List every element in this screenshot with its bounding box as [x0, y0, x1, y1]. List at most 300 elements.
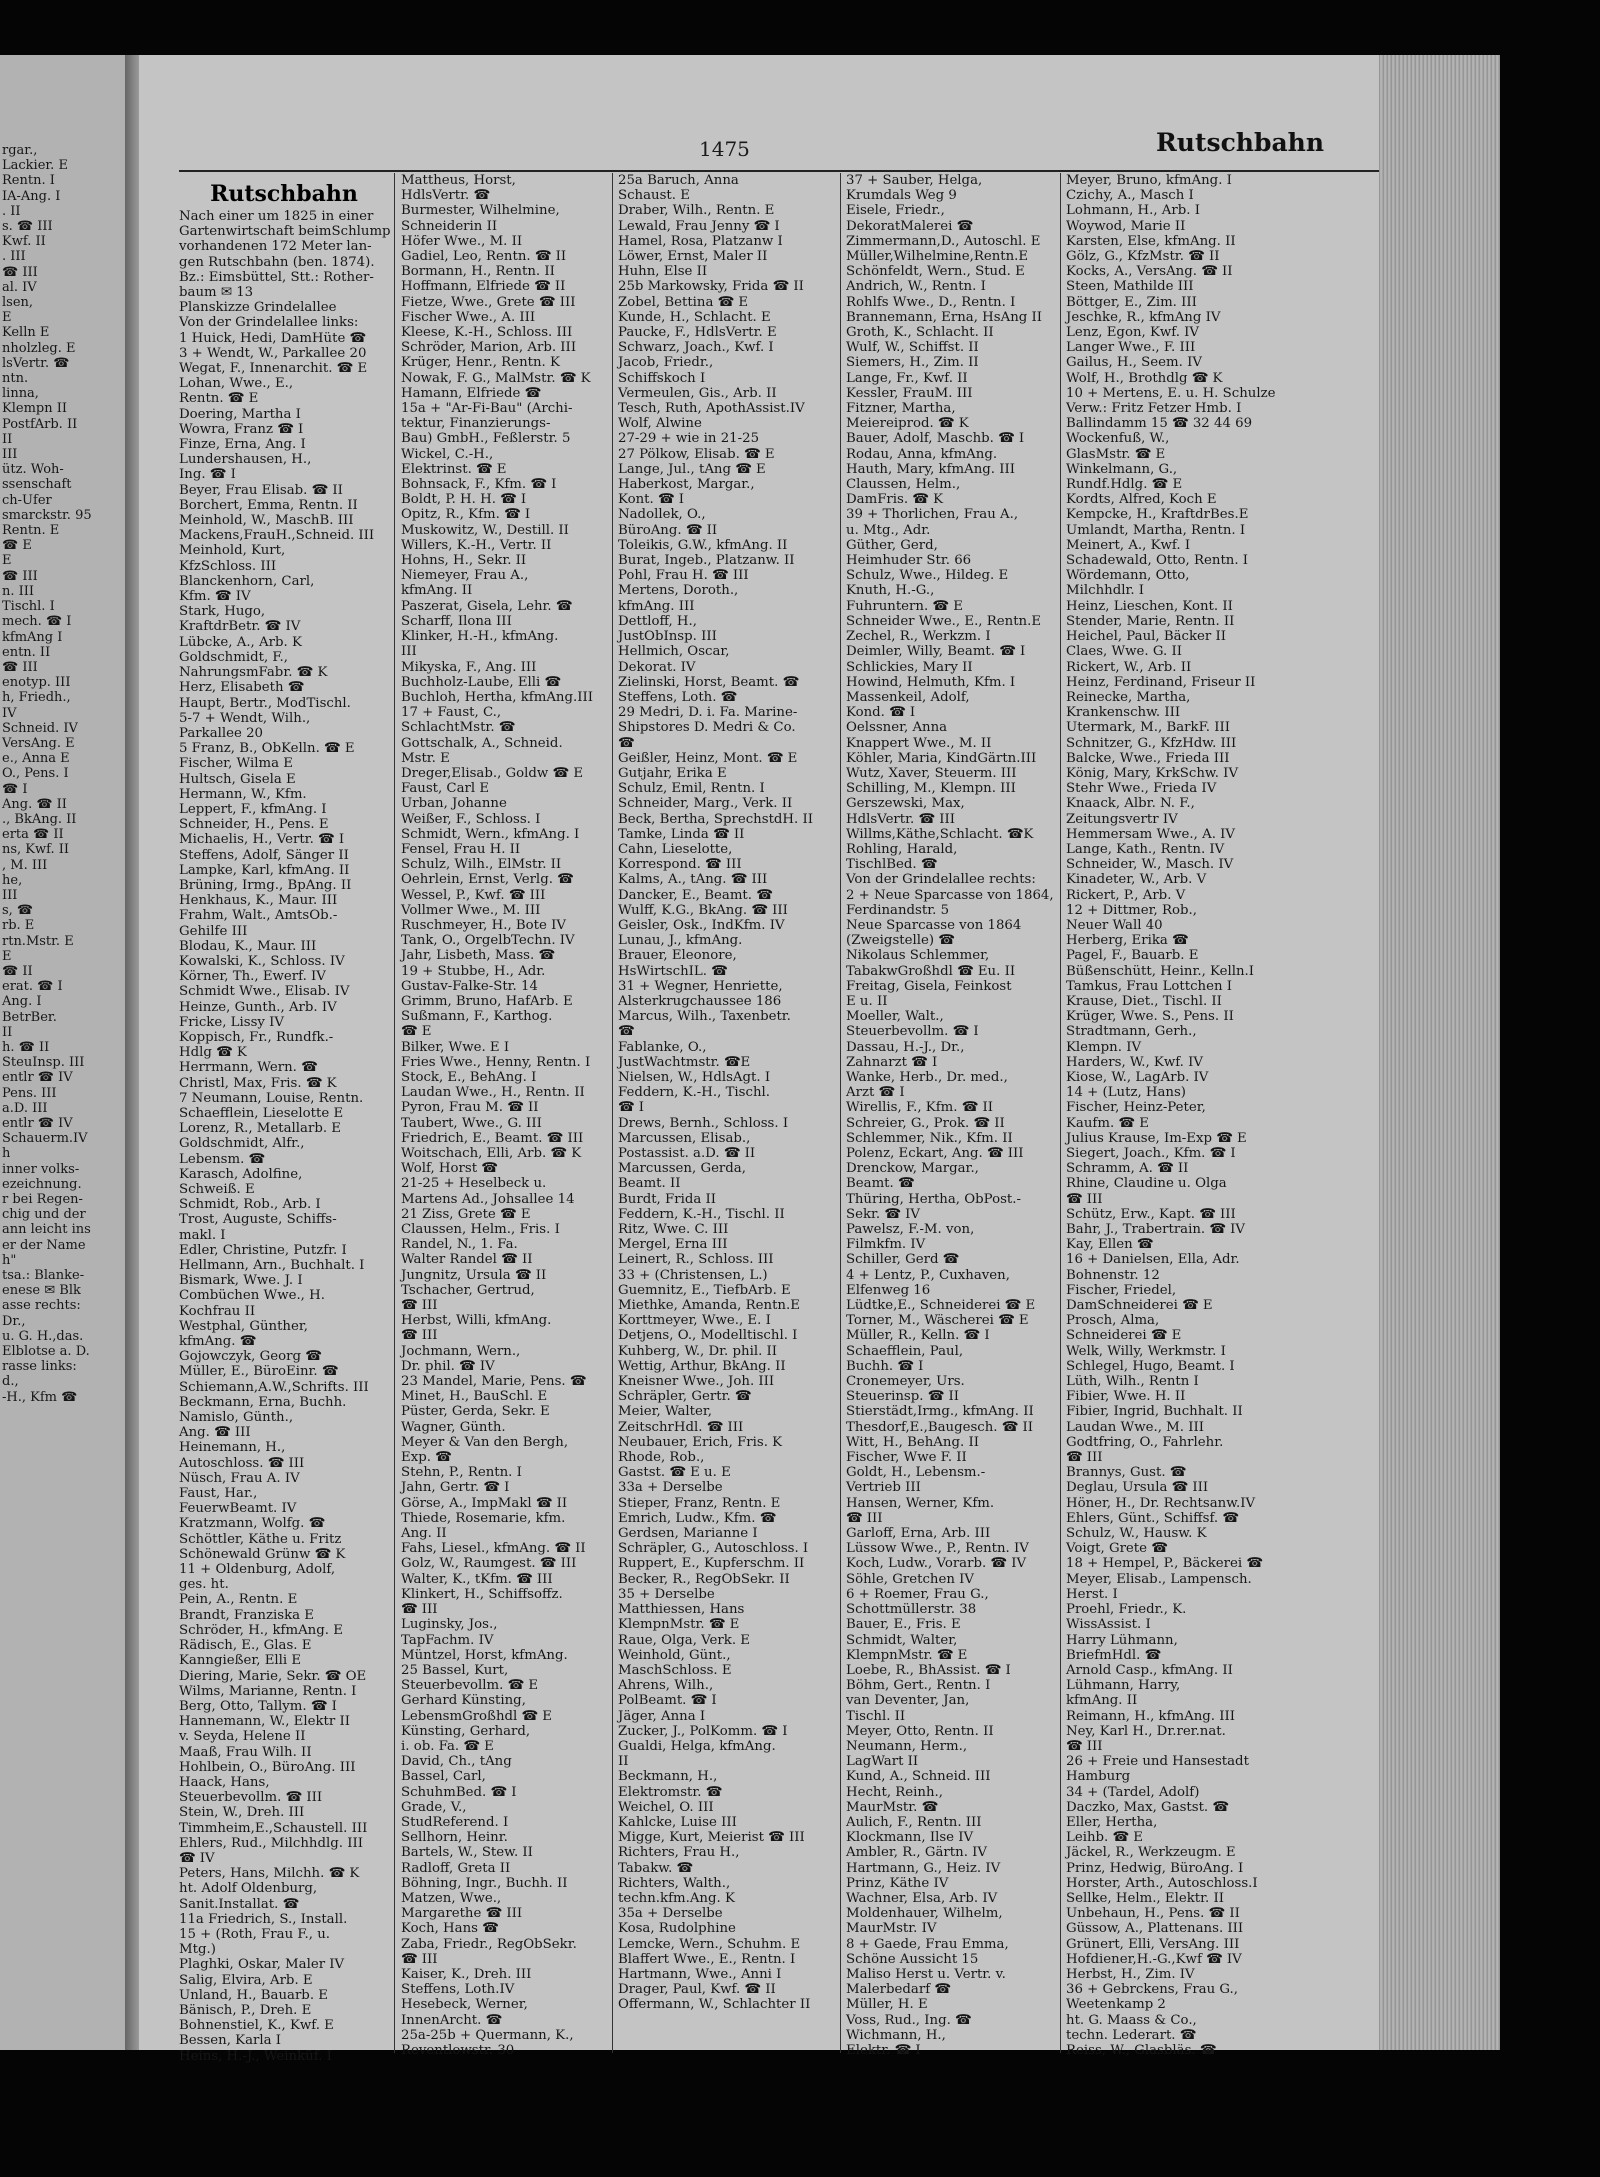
directory-entry: Karasch, Adolfine, — [179, 1166, 303, 1182]
directory-entry: ☎ III — [401, 1298, 438, 1314]
directory-entry: Brannys, Gust. ☎ — [1066, 1465, 1187, 1481]
directory-entry: Wickel, C.-H., — [401, 446, 494, 462]
left-page-fragment: Rentn. E — [2, 523, 60, 539]
left-page-fragment: ☎ E — [2, 538, 32, 554]
directory-entry: ☎ III — [401, 1951, 438, 1967]
directory-entry: KlempnMstr. ☎ E — [846, 1647, 968, 1663]
column-entries — [846, 173, 1056, 2058]
directory-entry: Wagner, Günth. — [401, 1419, 506, 1435]
directory-entry: Cronemeyer, Urs. — [846, 1374, 965, 1390]
directory-entry: Borchert, Emma, Rentn. II — [179, 497, 358, 513]
directory-entry: Lemcke, Wern., Schuhm. E — [618, 1936, 801, 1952]
directory-entry: Bohnenstr. 12 — [1066, 1267, 1160, 1283]
left-page-fragment: er der Name — [2, 1237, 86, 1253]
left-page-fragment: n. III — [2, 583, 35, 599]
directory-entry: Bartels, W., Stew. II — [401, 1845, 533, 1861]
directory-entry: Hartmann, Wwe., Anni I — [618, 1966, 782, 1982]
directory-entry: Knaack, Albr. N. F., — [1066, 796, 1195, 812]
directory-entry: Steffens, Loth.IV — [401, 1982, 515, 1998]
directory-entry: 12 + Dittmer, Rob., — [1066, 902, 1197, 918]
directory-entry: 5 Franz, B., ObKelln. ☎ E — [179, 741, 355, 757]
directory-entry: Walter, K., tKfm. ☎ III — [401, 1571, 553, 1587]
directory-entry: 25a-25b + Quermann, K., — [401, 2027, 574, 2043]
directory-entry: Lampke, Karl, kfmAng. II — [179, 862, 350, 878]
directory-entry: Fricke, Lissy IV — [179, 1014, 284, 1030]
directory-entry: Meyer, Bruno, kfmAng. I — [1066, 173, 1232, 188]
directory-entry: Meier, Walter, — [618, 1404, 712, 1420]
directory-entry: Herberg, Erika ☎ — [1066, 933, 1189, 949]
directory-entry: Herbst, H., Zim. IV — [1066, 1966, 1195, 1982]
directory-entry: Zechel, R., Werkzm. I — [846, 629, 991, 645]
directory-entry: StudReferend. I — [401, 1814, 509, 1830]
directory-entry: Gerdsen, Marianne I — [618, 1526, 758, 1542]
directory-entry: 17 + Faust, C., — [401, 705, 502, 721]
directory-entry: TabakwGroßhdl ☎ Eu. II — [846, 963, 1016, 979]
directory-entry: Rodau, Anna, kfmAng. — [846, 446, 998, 462]
left-page-fragment: s. ☎ III — [2, 219, 53, 235]
directory-entry: Rohling, Harald, — [846, 841, 958, 857]
directory-entry: Leinert, R., Schloss. III — [618, 1252, 774, 1268]
directory-entry: ☎ III — [1066, 1191, 1103, 1207]
directory-entry: Kneisner Wwe., Joh. III — [618, 1374, 775, 1390]
directory-entry: Fibier, Ingrid, Buchhalt. II — [1066, 1404, 1243, 1420]
directory-entry: 4 + Lentz, P., Cuxhaven, — [846, 1267, 1010, 1283]
directory-entry: Fischer, Wilma E — [179, 756, 293, 772]
directory-entry: Neue Sparcasse von 1864 — [846, 917, 1022, 933]
left-page-fragment: linna, — [2, 386, 39, 402]
directory-entry: Köhler, Maria, KindGärtn.III — [846, 750, 1037, 766]
directory-entry: Lebensm. ☎ — [179, 1151, 266, 1167]
directory-entry: Claes, Wwe. G. II — [1066, 644, 1182, 660]
left-page-fragment: Rentn. I — [2, 173, 55, 189]
directory-entry: Trost, Auguste, Schiffs- — [179, 1212, 337, 1228]
directory-entry: Bassel, Carl, — [401, 1769, 486, 1785]
directory-entry: Jacob, Friedr., — [618, 355, 714, 371]
left-page-fragment: d., — [2, 1374, 19, 1390]
directory-entry: Herz, Elisabeth ☎ — [179, 680, 305, 696]
directory-entry: Steffens, Loth. ☎ — [618, 689, 738, 705]
directory-entry: ☎ III — [1066, 1738, 1103, 1754]
left-page-fragment: lsVertr. ☎ — [2, 355, 70, 371]
directory-entry: ☎ I — [618, 1100, 645, 1116]
directory-entry: i. ob. Fa. ☎ E — [401, 1738, 494, 1754]
directory-entry: PolBeamt. ☎ I — [618, 1693, 717, 1709]
directory-entry: Kessler, FrauM. III — [846, 385, 973, 401]
directory-entry: Beamt. ☎ — [846, 1176, 915, 1192]
directory-entry: Christl, Max, Fris. ☎ K — [179, 1075, 337, 1091]
directory-entry: Milchhdlr. I — [1066, 583, 1145, 599]
directory-entry: Wulf, W., Schiffst. II — [846, 340, 979, 356]
directory-entry: Kond. ☎ I — [846, 705, 916, 721]
directory-entry: Toleikis, G.W., kfmAng. II — [618, 537, 788, 553]
directory-entry: Blodau, K., Maur. III — [179, 938, 317, 954]
directory-entry: NahrungsmFabr. ☎ K — [179, 665, 328, 681]
directory-entry: Alsterkrugchaussee 186 — [618, 993, 782, 1009]
left-page-fragment: s, ☎ — [2, 903, 34, 919]
directory-entry: Mattheus, Horst, — [401, 173, 516, 188]
directory-entry: Laudan Wwe., M. III — [1066, 1419, 1204, 1435]
directory-entry: Schmidt, Rob., Arb. I — [179, 1197, 321, 1213]
directory-entry: Knuth, H.-G., — [846, 583, 935, 599]
left-page-fragment: ☎ III — [2, 659, 38, 675]
left-page-edge — [0, 55, 125, 2050]
left-page-fragment: entn. II — [2, 644, 51, 660]
directory-entry: Sekr. ☎ IV — [846, 1206, 921, 1222]
directory-entry: Sanit.Installat. ☎ — [179, 1896, 300, 1912]
directory-entry: Prosch, Alma, — [1066, 1313, 1160, 1329]
left-page-fragment: rasse links: — [2, 1359, 77, 1375]
left-page-fragment: e., Anna E — [2, 751, 70, 767]
directory-entry: Nach einer um 1825 in einer — [179, 209, 374, 224]
directory-entry: 14 + (Lutz, Hans) — [1066, 1085, 1186, 1101]
directory-entry: Bauer, E., Fris. E — [846, 1617, 961, 1633]
directory-entry: Malerbedarf ☎ — [846, 1982, 951, 1998]
directory-entry: Steuerbevollm. ☎ I — [846, 1024, 979, 1040]
directory-entry: kfmAng. II — [401, 583, 473, 599]
directory-entry: Claussen, Helm., — [846, 477, 961, 493]
left-page-fragment: ütz. Woh- — [2, 462, 64, 478]
directory-entry: Koch, Hans ☎ — [401, 1921, 499, 1937]
directory-entry: 7 Neumann, Louise, Rentn. — [179, 1090, 364, 1106]
directory-entry: Künsting, Gerhard, — [401, 1723, 531, 1739]
directory-entry: Margarethe ☎ III — [401, 1906, 523, 1922]
directory-entry: Randel, N., 1. Fa. — [401, 1237, 518, 1253]
directory-entry: Hecht, Reinh., — [846, 1784, 943, 1800]
directory-entry: SchlachtMstr. ☎ — [401, 720, 516, 736]
directory-entry: Gölz, G., KfzMstr. ☎ II — [1066, 249, 1220, 265]
directory-entry: ☎ IV — [179, 1850, 215, 1866]
directory-entry: Klempn. IV — [1066, 1039, 1142, 1055]
directory-entry: Ambler, R., Gärtn. IV — [846, 1845, 988, 1861]
directory-entry: Schaefflein, Paul, — [846, 1343, 964, 1359]
left-page-fragment: Pens. III — [2, 1085, 57, 1101]
directory-entry: Stehr Wwe., Frieda IV — [1066, 781, 1217, 797]
directory-entry: Klockmann, Ilse IV — [846, 1830, 974, 1846]
directory-entry: 25b Markowsky, Frida ☎ II — [618, 279, 804, 295]
directory-entry: Schlickies, Mary II — [846, 659, 973, 675]
directory-entry: Bau) GmbH., Feßlerstr. 5 — [401, 431, 571, 447]
left-page-fragment: smarckstr. 95 — [2, 507, 92, 523]
directory-entry: Heinemann, H., — [179, 1440, 286, 1456]
directory-entry: David, Ch., tAng — [401, 1754, 512, 1770]
directory-entry: Willms,Käthe,Schlacht. ☎K — [846, 826, 1034, 842]
directory-entry: Groth, K., Schlacht. II — [846, 325, 994, 341]
directory-entry: Blanckenhorn, Carl, — [179, 573, 315, 589]
directory-entry: DamFris. ☎ K — [846, 492, 944, 508]
directory-entry: Weinhold, Günt., — [618, 1647, 731, 1663]
directory-entry: Brauer, Eleonore, — [618, 948, 737, 964]
directory-entry: Krüger, Henr., Rentn. K — [401, 355, 560, 371]
directory-column-4 — [846, 173, 1056, 2058]
directory-entry: Lundershausen, H., — [179, 452, 312, 468]
directory-entry: Meiereiprod. ☎ K — [846, 416, 969, 432]
directory-entry: techn.kfm.Ang. K — [618, 1890, 735, 1906]
directory-entry: Kfm. ☎ IV — [179, 589, 251, 605]
directory-entry: Leppert, F., kfmAng. I — [179, 801, 327, 817]
left-page-fragment: al. IV — [2, 279, 37, 295]
directory-entry: Hesebeck, Werner, — [401, 1997, 528, 2013]
directory-entry: Büßenschütt, Heinr., Kelln.I — [1066, 963, 1255, 979]
directory-entry: Kaiser, K., Dreh. III — [401, 1966, 532, 1982]
directory-entry: Ruppert, E., Kupferschm. II — [618, 1556, 805, 1572]
directory-entry: Guemnitz, E., TiefbArb. E — [618, 1282, 791, 1298]
directory-entry: LagWart II — [846, 1754, 919, 1770]
directory-entry: Elektromstr. ☎ — [618, 1784, 723, 1800]
directory-entry: Brannemann, Erna, HsAng II — [846, 309, 1043, 325]
left-page-fragment: E — [2, 948, 12, 964]
directory-entry: Zeitungsvertr IV — [1066, 811, 1178, 827]
directory-entry: Gerszewski, Max, — [846, 796, 965, 812]
directory-entry: Julius Krause, Im-Exp ☎ E — [1066, 1130, 1247, 1146]
directory-entry: 25 Bassel, Kurt, — [401, 1662, 509, 1678]
directory-entry: Kanngießer, Elli E — [179, 1653, 302, 1669]
directory-entry: Wolf, H., Brothdlg ☎ K — [1066, 370, 1223, 386]
directory-entry: Proehl, Friedr., K. — [1066, 1602, 1187, 1618]
directory-entry: Doering, Martha I — [179, 406, 301, 422]
directory-entry: Schütz, Erw., Kapt. ☎ III — [1066, 1206, 1236, 1222]
column-divider — [612, 173, 613, 2053]
directory-entry: Fitzner, Martha, — [846, 401, 956, 417]
directory-entry: vorhandenen 172 Meter lan- — [179, 239, 372, 255]
directory-entry: Gadiel, Leo, Rentn. ☎ II — [401, 249, 567, 265]
directory-entry: Berg, Otto, Tallym. ☎ I — [179, 1698, 337, 1714]
left-page-fragment: II — [2, 431, 13, 447]
directory-entry: König, Mary, KrkSchw. IV — [1066, 765, 1239, 781]
directory-entry: tektur, Finanzierungs- — [401, 416, 551, 432]
directory-entry: JustWachtmstr. ☎E — [618, 1054, 751, 1070]
directory-entry: Rhode, Rob., — [618, 1450, 705, 1466]
directory-entry: Mtg.) — [179, 1942, 216, 1958]
directory-entry: Deimler, Willy, Beamt. ☎ I — [846, 644, 1026, 660]
directory-entry: 34 + (Tardel, Adolf) — [1066, 1784, 1200, 1800]
left-page-fragment: VersAng. E — [2, 735, 75, 751]
directory-entry: 21 Ziss, Grete ☎ E — [401, 1206, 531, 1222]
left-page-fragment: Lackier. E — [2, 158, 68, 174]
directory-entry: Gehilfe III — [179, 923, 248, 939]
directory-entry: Jochmann, Wern., — [401, 1343, 521, 1359]
column-title: Rutschbahn — [210, 181, 358, 207]
directory-entry: Stark, Hugo, — [179, 604, 266, 620]
left-page-fragment: rb. E — [2, 918, 35, 934]
directory-entry: Steuerbevollm. ☎ III — [179, 1790, 323, 1806]
directory-entry: Offermann, W., Schlachter II — [618, 1997, 811, 2013]
directory-entry: Lübcke, A., Arb. K — [179, 634, 302, 650]
directory-entry: HdlsVertr. ☎ III — [846, 811, 956, 827]
directory-entry: Exp. ☎ — [401, 1450, 452, 1466]
directory-entry: Jäckel, R., Werkzeugm. E — [1066, 1845, 1236, 1861]
directory-entry: Marcussen, Elisab., — [618, 1130, 751, 1146]
directory-entry: Lorenz, R., Metallarb. E — [179, 1121, 341, 1137]
column-divider — [840, 173, 841, 2053]
directory-entry: Stender, Marie, Rentn. II — [1066, 613, 1235, 629]
directory-entry: 19 + Stubbe, H., Adr. — [401, 963, 546, 979]
left-page-fragment: Kwf. II — [2, 234, 46, 250]
directory-entry: Claussen, Helm., Fris. I — [401, 1222, 560, 1238]
directory-entry: Reinecke, Martha, — [1066, 689, 1191, 705]
directory-entry: Deglau, Ursula ☎ III — [1066, 1480, 1209, 1496]
directory-entry: Schwarz, Joach., Kwf. I — [618, 340, 774, 356]
directory-entry: MaschSchloss. E — [618, 1662, 732, 1678]
directory-entry: Zaba, Friedr., RegObSekr. — [401, 1936, 577, 1952]
left-page-fragment: ntn. — [2, 371, 29, 387]
left-page-fragment: ann leicht ins — [2, 1222, 91, 1238]
directory-entry: Kalms, A., tAng. ☎ III — [618, 872, 768, 888]
directory-entry: Ballindamm 15 ☎ 32 44 69 — [1066, 416, 1253, 432]
directory-entry: Friedrich, E., Beamt. ☎ III — [401, 1130, 584, 1146]
directory-entry: Timmheim,E.,Schaustell. III — [179, 1820, 368, 1836]
directory-entry: Weichel, O. III — [618, 1799, 714, 1815]
directory-entry: Meinert, A., Kwf. I — [1066, 537, 1191, 553]
directory-entry: Krause, Diet., Tischl. II — [1066, 993, 1222, 1009]
left-page-fragment: asse rechts: — [2, 1298, 81, 1314]
left-page-fragment: Dr., — [2, 1313, 26, 1329]
directory-entry: Sußmann, F., Karthog. — [401, 1009, 553, 1025]
directory-entry: 15 + (Roth, Frau F., u. — [179, 1926, 331, 1942]
directory-entry: 6 + Roemer, Frau G., — [846, 1586, 989, 1602]
directory-entry: Blaffert Wwe., E., Rentn. I — [618, 1951, 796, 1967]
directory-entry: 37 + Sauber, Helga, — [846, 173, 983, 188]
directory-entry: van Deventer, Jan, — [846, 1693, 970, 1709]
directory-entry: Kunde, H., Schlacht. E — [618, 309, 771, 325]
directory-entry: Fibier, Wwe. H. II — [1066, 1389, 1186, 1405]
directory-entry: Wowra, Franz ☎ I — [179, 421, 304, 437]
directory-entry: Haberkost, Margar., — [618, 477, 755, 493]
directory-entry: Jeschke, R., kfmAng IV — [1066, 309, 1221, 325]
directory-entry: Czichy, A., Masch I — [1066, 188, 1194, 204]
directory-entry: Utermark, M., BarkF. III — [1066, 720, 1230, 736]
directory-entry: kfmAng. ☎ — [179, 1334, 257, 1350]
directory-entry: Schneiderin II — [401, 218, 498, 234]
directory-entry: Kempcke, H., KraftdrBes.E — [1066, 507, 1249, 523]
directory-entry: Elfenweg 16 — [846, 1282, 931, 1298]
directory-entry: Miethke, Amanda, Rentn.E — [618, 1298, 800, 1314]
directory-entry: Unland, H., Bauarb. E — [179, 1987, 328, 2003]
directory-entry: 27 Pölkow, Elisab. ☎ E — [618, 446, 775, 462]
directory-entry: Buchloh, Hertha, kfmAng.III — [401, 689, 593, 705]
directory-entry: Rentn. ☎ E — [179, 391, 259, 407]
directory-entry: E u. II — [846, 993, 888, 1009]
directory-entry: Schweiß. E — [179, 1182, 255, 1197]
left-page-fragment: ☎ II — [2, 963, 33, 979]
left-page-fragment: O., Pens. I — [2, 766, 69, 782]
directory-entry: Migge, Kurt, Meierist ☎ III — [618, 1830, 805, 1846]
directory-entry: Fablanke, O., — [618, 1039, 707, 1055]
directory-entry: Hamburg — [1066, 1769, 1131, 1785]
directory-entry: Kosa, Rudolphine — [618, 1921, 736, 1937]
directory-entry: Fietze, Wwe., Grete ☎ III — [401, 294, 576, 310]
directory-entry: Gualdi, Helga, kfmAng. — [618, 1738, 776, 1754]
directory-entry: Luginsky, Jos., — [401, 1617, 498, 1633]
directory-entry: Hartmann, G., Heiz. IV — [846, 1860, 1001, 1876]
directory-entry: Hohlbein, O., BüroAng. III — [179, 1759, 356, 1775]
directory-entry: Diering, Marie, Sekr. ☎ OE — [179, 1668, 367, 1684]
directory-entry: Schneider, H., Pens. E — [179, 817, 329, 833]
directory-entry: Schönewald Grünw ☎ K — [179, 1546, 346, 1562]
directory-entry: Bessen, Karla I — [179, 2033, 282, 2049]
directory-entry: 26 + Freie und Hansestadt — [1066, 1754, 1249, 1770]
left-page-fragment: h, Friedh., — [2, 690, 71, 706]
directory-entry: Grünert, Elli, VersAng. III — [1066, 1936, 1240, 1952]
left-page-fragment: ☎ III — [2, 568, 38, 584]
directory-entry: Zobel, Bettina ☎ E — [618, 294, 749, 310]
directory-entry: Richters, Frau H., — [618, 1845, 740, 1861]
directory-entry: Godtfring, O., Fahrlehr. — [1066, 1434, 1224, 1450]
directory-entry: Arzt ☎ I — [846, 1085, 905, 1101]
directory-entry: Höfer Wwe., M. II — [401, 233, 523, 249]
directory-entry: Winkelmann, G., — [1066, 461, 1178, 477]
directory-entry: Paucke, F., HdlsVertr. E — [618, 325, 777, 341]
directory-entry: Kleese, K.-H., Schloss. III — [401, 325, 573, 341]
left-page-fragment: lsen, — [2, 295, 34, 311]
left-page-fragment: Elblotse a. D. — [2, 1344, 90, 1360]
directory-entry: Neuer Wall 40 — [1066, 917, 1163, 933]
directory-entry: Mertens, Doroth., — [618, 583, 739, 599]
left-page-fragment: IV — [2, 705, 17, 721]
directory-entry: Reventlowstr. 30 — [401, 2042, 515, 2058]
directory-entry: 27-29 + wie in 21-25 — [618, 431, 760, 447]
directory-entry: ☎ E — [401, 1024, 432, 1040]
directory-entry: Schreier, G., Prok. ☎ II — [846, 1115, 1005, 1131]
column-divider — [394, 173, 395, 2053]
directory-entry: Stradtmann, Gerh., — [1066, 1024, 1197, 1040]
directory-entry: Hoffmann, Elfriede ☎ II — [401, 279, 566, 295]
directory-entry: ges. ht. — [179, 1577, 229, 1593]
directory-entry: Schneider, W., Masch. IV — [1066, 857, 1234, 873]
directory-entry: 10 + Mertens, E. u. H. Schulze — [1066, 385, 1276, 401]
directory-entry: Witt, H., BehAng. II — [846, 1434, 979, 1450]
left-page-fragment: -H., Kfm ☎ — [2, 1389, 78, 1405]
directory-entry: Bauer, Adolf, Maschb. ☎ I — [846, 431, 1025, 447]
directory-entry: Heichel, Paul, Bäcker II — [1066, 629, 1227, 645]
directory-entry: 1 Huick, Hedi, DamHüte ☎ — [179, 330, 367, 346]
directory-entry: Meyer, Otto, Rentn. II — [846, 1723, 994, 1739]
directory-entry: Maliso Herst u. Vertr. v. — [846, 1966, 1006, 1982]
left-page-fragment: Ang. I — [2, 994, 42, 1010]
directory-entry: Matzen, Wwe., — [401, 1890, 502, 1906]
directory-entry: Schneider Wwe., E., Rentn.E — [846, 613, 1042, 629]
directory-entry: Ruschmeyer, H., Bote IV — [401, 917, 566, 933]
directory-entry: Rädisch, E., Glas. E — [179, 1638, 312, 1654]
directory-entry: Schneider, Marg., Verk. II — [618, 796, 793, 812]
directory-entry: SchuhmBed. ☎ I — [401, 1784, 517, 1800]
directory-entry: Nadollek, O., — [618, 507, 706, 523]
directory-entry: 36 + Gebrckens, Frau G., — [1066, 1982, 1238, 1998]
directory-entry: Salig, Elvira, Arb. E — [179, 1972, 313, 1988]
directory-entry: Stierstädt,Irmg., kfmAng. II — [846, 1404, 1034, 1420]
directory-entry: kfmAng. II — [1066, 1693, 1138, 1709]
left-page-fragment: erat. ☎ I — [2, 979, 63, 995]
directory-entry: Schneiderei ☎ E — [1066, 1328, 1182, 1344]
column-divider — [1060, 173, 1061, 2053]
directory-entry: Löwer, Ernst, Maler II — [618, 249, 768, 265]
directory-entry: Lohmann, H., Arb. I — [1066, 203, 1200, 219]
directory-entry: Goldschmidt, Alfr., — [179, 1136, 305, 1152]
directory-entry: Pohl, Frau H. ☎ III — [618, 568, 749, 584]
directory-entry: Lohan, Wwe., E., — [179, 376, 294, 392]
page-number: 1475 — [699, 137, 750, 161]
directory-entry: Ritz, Wwe. C. III — [618, 1222, 729, 1238]
directory-entry: Buchh. ☎ I — [846, 1358, 924, 1374]
directory-entry: Korttmeyer, Wwe., E. I — [618, 1313, 771, 1329]
directory-entry: Horster, Arth., Autoschloss.I — [1066, 1875, 1258, 1891]
directory-entry: Krüger, Wwe. S., Pens. II — [1066, 1009, 1234, 1025]
directory-entry: 11 + Oldenburg, Adolf, — [179, 1562, 336, 1578]
directory-entry: Detjens, O., Modelltischl. I — [618, 1328, 798, 1344]
directory-entry: Steuerinsp. ☎ II — [846, 1389, 960, 1405]
directory-entry: LebensmGroßhdl ☎ E — [401, 1708, 552, 1724]
directory-entry: ☎ III — [401, 1328, 438, 1344]
directory-entry: Klinkert, H., Schiffsoffz. — [401, 1586, 563, 1602]
